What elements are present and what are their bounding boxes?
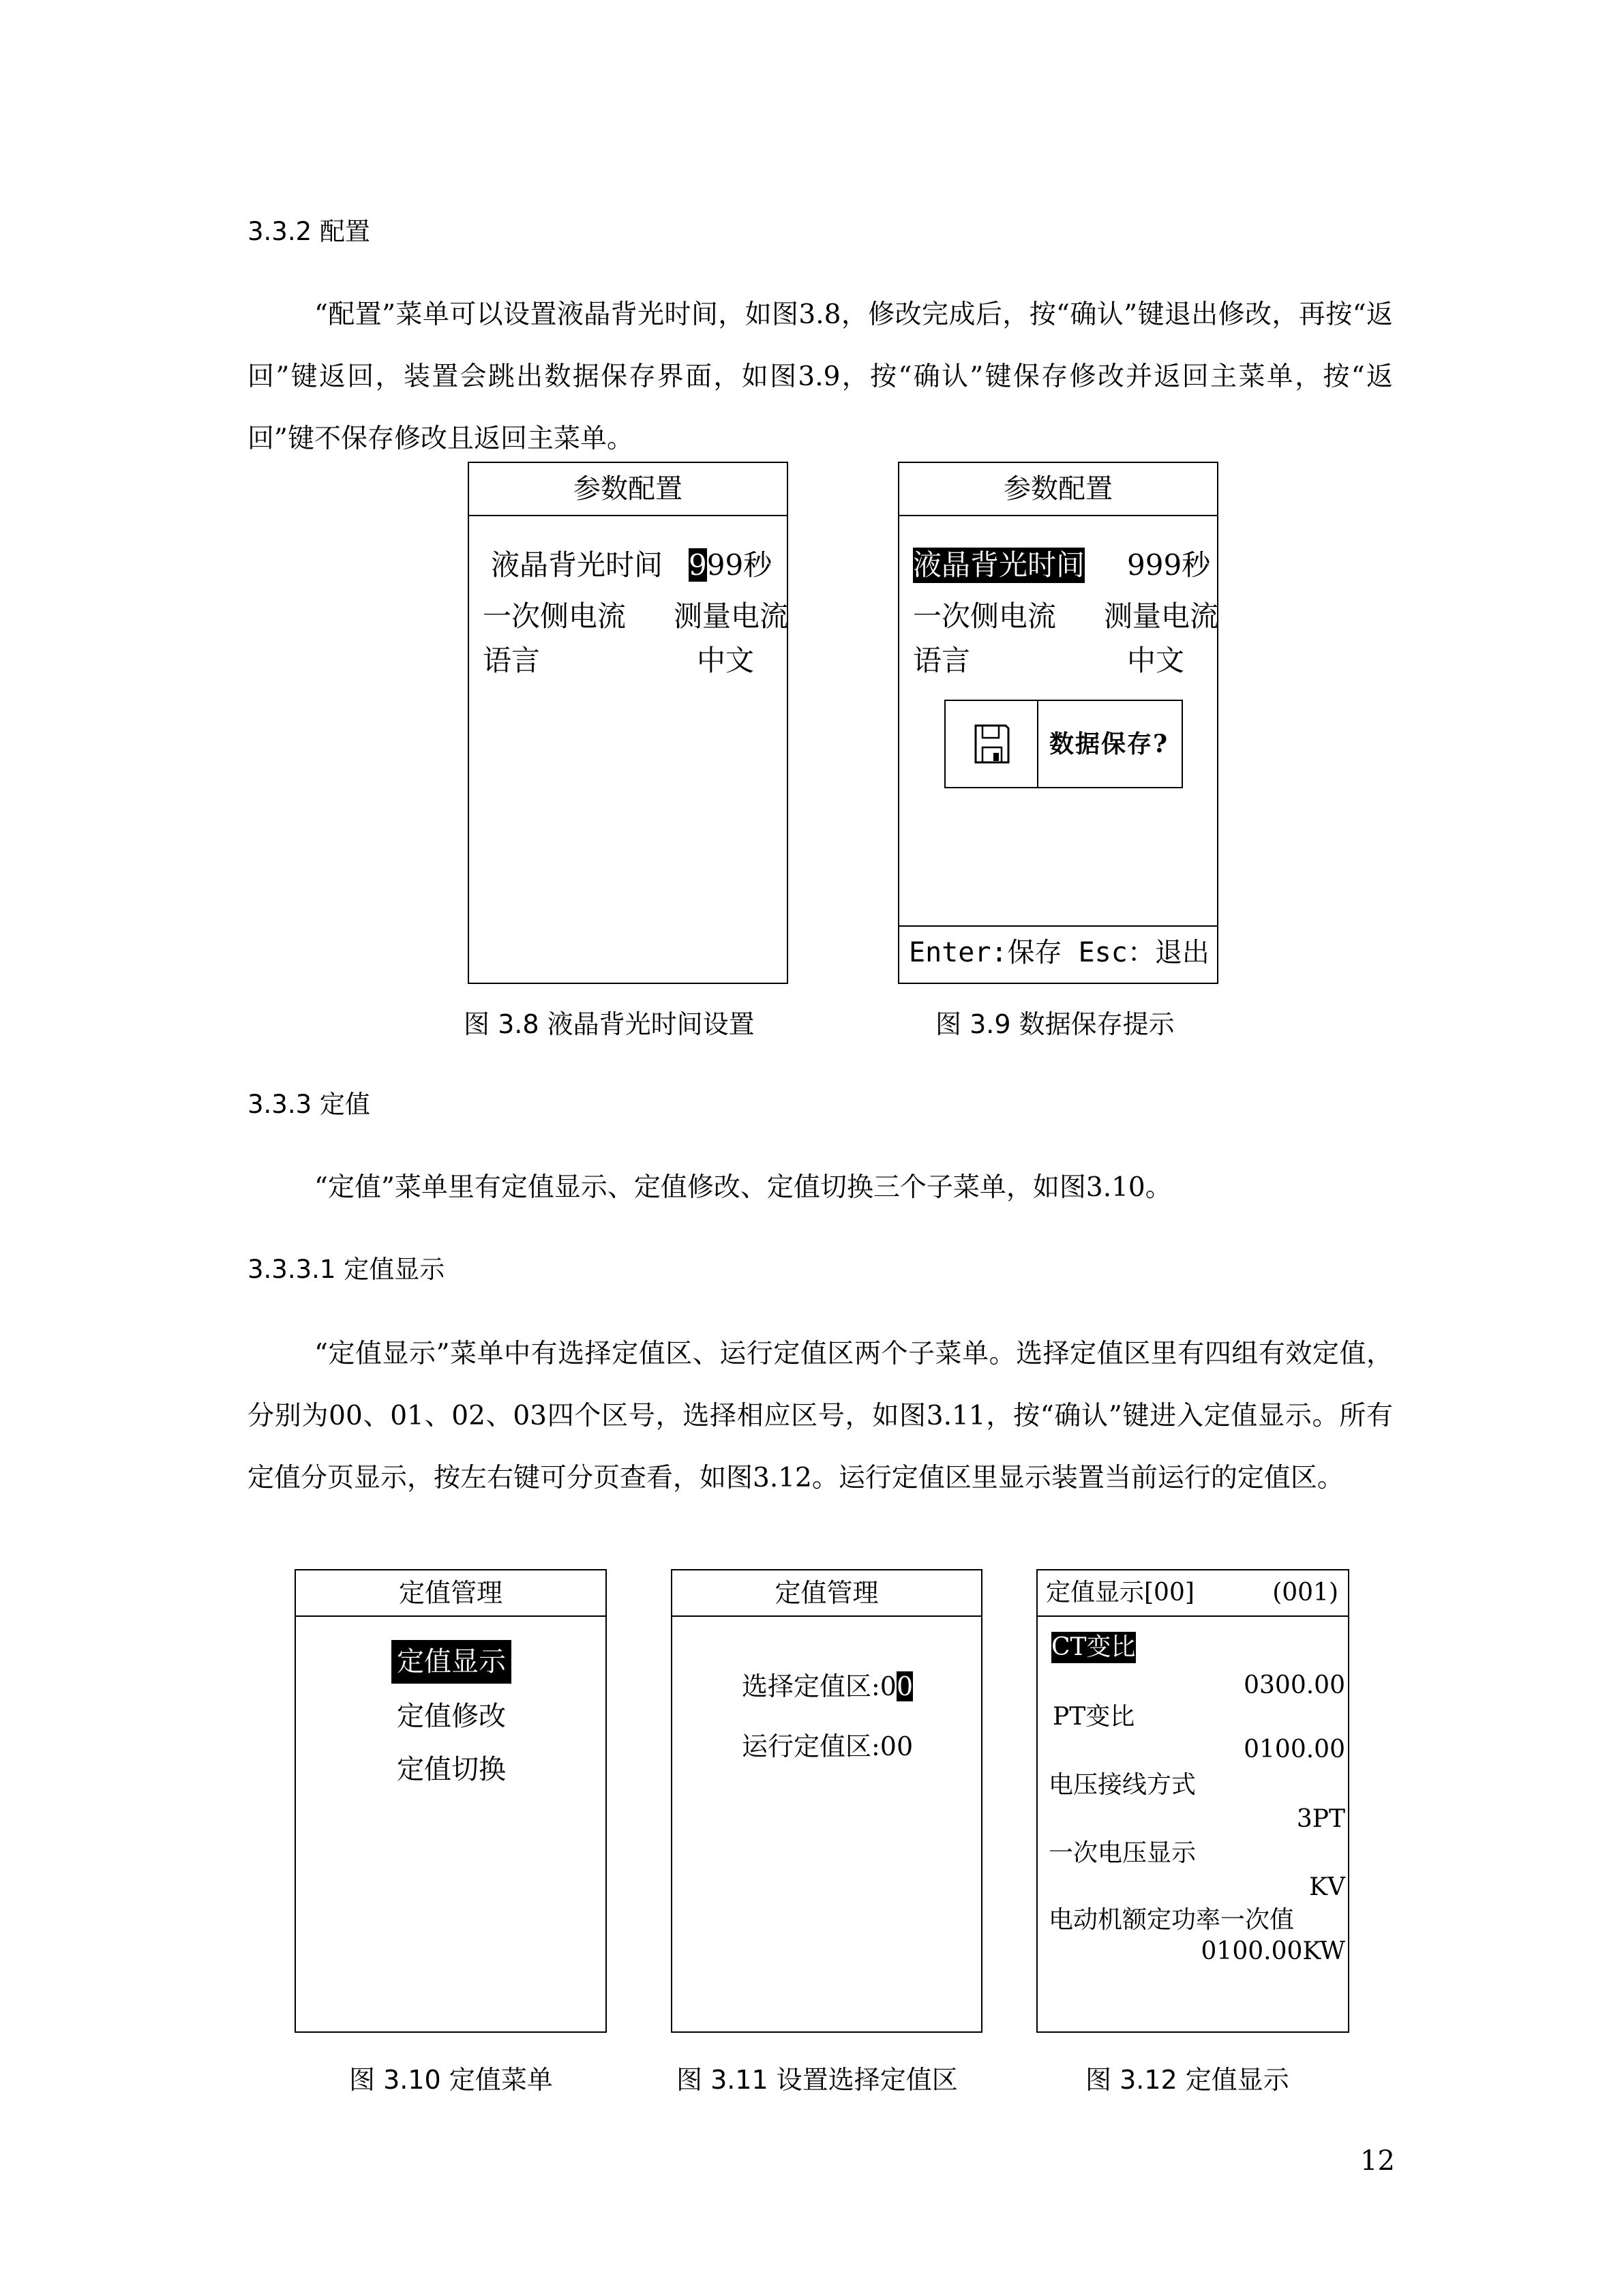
running-setpoint-zone: 运行定值区:00 bbox=[742, 1731, 914, 1761]
paragraph-config-text: “配置”菜单可以设置液晶背光时间，如图3.8，修改完成后，按“确认”键退出修改，再按“返回”键返回，装置会跳出数据保存界面，如图3.9，按“确认”键保存修改并返回主菜单，按“返回”键不保存修改且返回主菜单。 bbox=[247, 299, 1393, 454]
lcd-screen-fig-3-11 bbox=[671, 1569, 982, 2033]
screen-header bbox=[1038, 1570, 1348, 1617]
setpoint-value-primary-voltage: KV bbox=[1309, 1873, 1345, 1901]
primary-current-label: 一次侧电流 bbox=[483, 599, 627, 633]
caption-fig-3-10: 图 3.10 定值菜单 bbox=[349, 2065, 553, 2095]
setpoint-label-motor-rated-power: 电动机额定功率一次值 bbox=[1049, 1906, 1295, 1934]
select-setpoint-zone-label: 选择定值区:0 bbox=[742, 1671, 897, 1701]
caption-fig-3-12: 图 3.12 定值显示 bbox=[1085, 2065, 1289, 2095]
setpoint-label-primary-voltage: 一次电压显示 bbox=[1049, 1839, 1197, 1867]
language-label: 语言 bbox=[483, 644, 541, 677]
primary-current-label: 一次侧电流 bbox=[913, 599, 1057, 633]
setpoint-value-ct-ratio: 0300.00 bbox=[1244, 1671, 1345, 1699]
primary-current-value: 测量电流 bbox=[674, 599, 789, 633]
backlight-time-value bbox=[689, 548, 772, 583]
language-value: 中文 bbox=[697, 644, 755, 677]
floppy-disk-icon bbox=[946, 701, 1038, 787]
page-indicator: (001) bbox=[1272, 1579, 1338, 1607]
paragraph-setpoint-display-text: “定值显示”菜单中有选择定值区、运行定值区两个子菜单。选择定值区里有四组有效定值，分别为00、01、02、03四个区号，选择相应区号，如图3.11，按“确认”键进入定值显示。所有定值分页显示，按左右键可分页查看，如图3.12。运行定值区里显示装置当前运行的定值区。 bbox=[247, 1339, 1393, 1493]
select-setpoint-zone bbox=[742, 1667, 913, 1705]
setpoint-value-voltage-wiring: 3PT bbox=[1296, 1805, 1345, 1833]
setpoint-value-pt-ratio: 0100.00 bbox=[1244, 1735, 1345, 1763]
menu-item-setpoint-modify: 定值修改 bbox=[397, 1701, 506, 1732]
lcd-screen-fig-3-9 bbox=[898, 462, 1218, 984]
setpoint-value-motor-rated-power: 0100.00KW bbox=[1201, 1937, 1345, 1965]
edit-cursor: 0 bbox=[896, 1671, 914, 1701]
paragraph-config bbox=[247, 284, 1393, 470]
footer-divider bbox=[899, 925, 1217, 927]
footer-hint: Enter:保存 Esc：退出 bbox=[909, 937, 1210, 968]
caption-fig-3-11: 图 3.11 设置选择定值区 bbox=[676, 2065, 958, 2095]
lcd-screen-fig-3-8 bbox=[468, 462, 788, 984]
caption-fig-3-9: 图 3.9 数据保存提示 bbox=[935, 1009, 1175, 1039]
paragraph-setpoint bbox=[247, 1157, 1393, 1219]
section-heading-3-3-3: 3.3.3 定值 bbox=[247, 1090, 370, 1119]
lcd-screen-fig-3-12 bbox=[1036, 1569, 1349, 2033]
language-label: 语言 bbox=[913, 644, 971, 677]
page-number: 12 bbox=[1360, 2145, 1395, 2177]
menu-item-setpoint-display-selected: 定值显示 bbox=[391, 1640, 511, 1684]
lcd-screen-fig-3-10 bbox=[295, 1569, 607, 2033]
primary-current-value: 测量电流 bbox=[1104, 599, 1219, 633]
section-heading-3-3-2: 3.3.2 配置 bbox=[247, 217, 370, 246]
menu-item-setpoint-switch: 定值切换 bbox=[397, 1754, 506, 1785]
screen-title: 参数配置 bbox=[899, 463, 1217, 516]
setpoint-display-title: 定值显示[00] bbox=[1046, 1579, 1195, 1607]
section-heading-3-3-3-1: 3.3.3.1 定值显示 bbox=[247, 1255, 445, 1284]
backlight-time-label: 液晶背光时间 bbox=[491, 548, 663, 582]
backlight-time-value: 999秒 bbox=[1127, 548, 1211, 582]
edit-cursor: 9 bbox=[689, 548, 707, 582]
setpoint-label-ct-ratio-selected: CT变比 bbox=[1051, 1632, 1136, 1663]
caption-fig-3-8: 图 3.8 液晶背光时间设置 bbox=[464, 1009, 755, 1039]
screen-title: 定值管理 bbox=[672, 1570, 981, 1617]
save-dialog bbox=[944, 700, 1183, 788]
screen-title: 定值管理 bbox=[296, 1570, 605, 1617]
setpoint-label-pt-ratio: PT变比 bbox=[1053, 1703, 1135, 1731]
screen-title: 参数配置 bbox=[469, 463, 787, 516]
paragraph-setpoint-text: “定值”菜单里有定值显示、定值修改、定值切换三个子菜单，如图3.10。 bbox=[314, 1172, 1172, 1203]
backlight-time-value-rest: 99秒 bbox=[706, 548, 772, 582]
language-value: 中文 bbox=[1127, 644, 1185, 677]
paragraph-setpoint-display bbox=[247, 1323, 1393, 1509]
setpoint-label-voltage-wiring: 电压接线方式 bbox=[1049, 1771, 1197, 1799]
backlight-time-label-selected: 液晶背光时间 bbox=[913, 548, 1085, 582]
save-dialog-text: 数据保存? bbox=[1049, 730, 1169, 758]
